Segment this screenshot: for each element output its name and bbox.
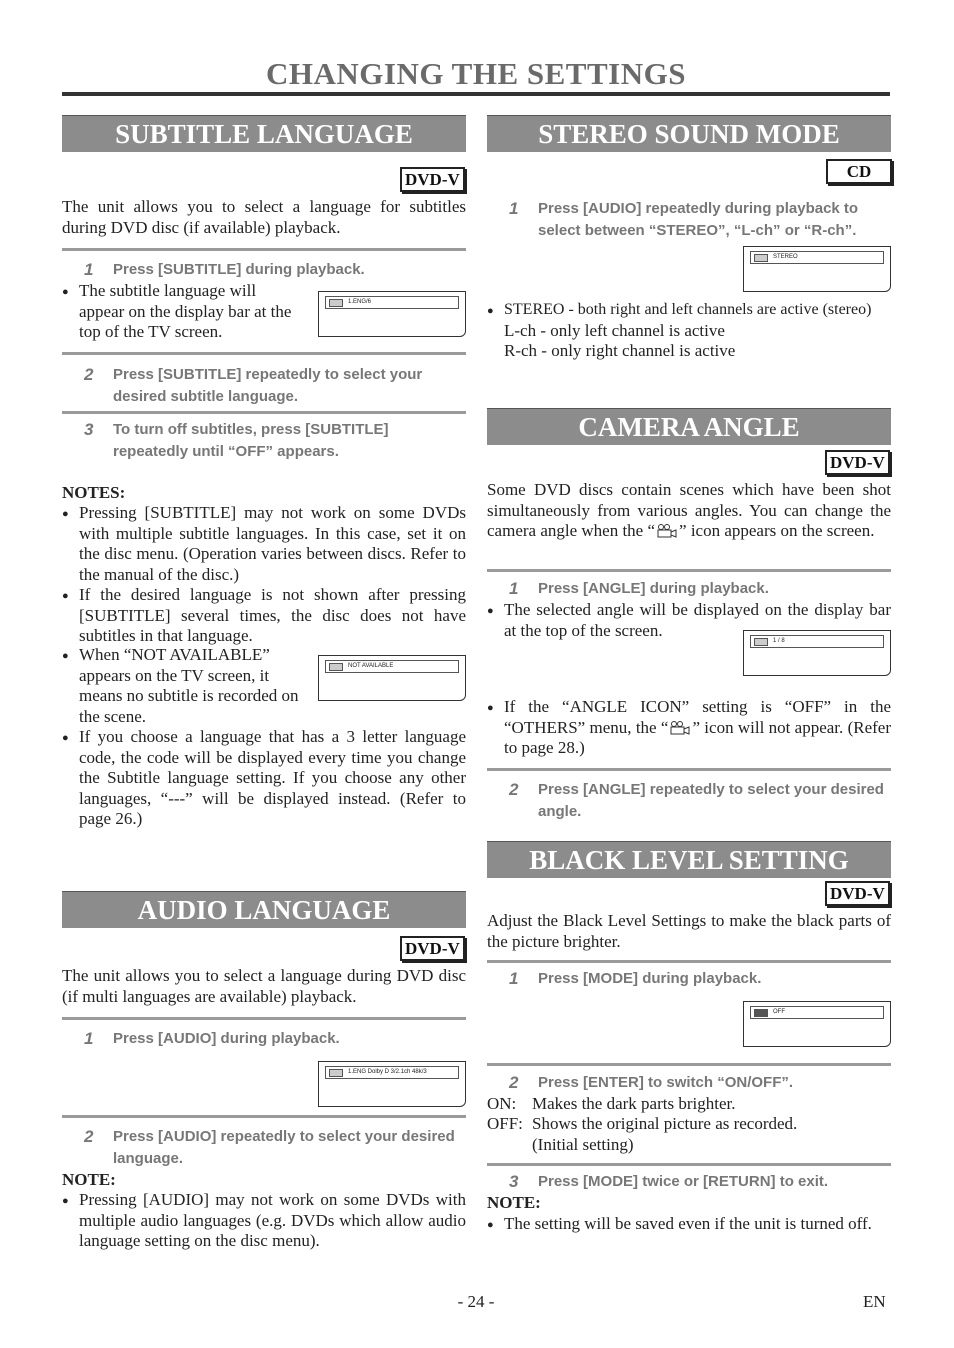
step-number: 1 (509, 579, 519, 598)
audio-icon (329, 1069, 343, 1077)
subtitle-note-3 (62, 645, 302, 727)
osd-display-subtitle (318, 291, 466, 337)
step-text: Press [SUBTITLE] during playback. (113, 261, 365, 278)
step-number: 2 (509, 1073, 519, 1092)
note-heading: NOTE: (487, 1193, 541, 1212)
bullet-dot: ● (62, 286, 69, 298)
osd-bar (750, 251, 884, 264)
stereo-bullet (487, 300, 897, 321)
cd-badge: CD (826, 159, 892, 184)
subtitle-note-1 (62, 503, 466, 585)
audio-icon (754, 254, 768, 262)
stereo-rch-line: R-ch - only right channel is active (504, 341, 736, 360)
camera-angle-icon (668, 720, 692, 734)
language-code: EN (863, 1292, 886, 1311)
audio-note-1 (62, 1190, 466, 1252)
note-text: When “NOT AVAILABLE” appears on the TV screen, it means no subtitle is recorded on the scene. (79, 645, 299, 726)
divider (62, 411, 466, 414)
black-note-1 (487, 1214, 891, 1235)
osd-text: OFF (773, 1009, 785, 1015)
note-text: Pressing [SUBTITLE] may not work on some DVDs with multiple subtitle languages. In this case, set it on the disc menu. (Operation varies between discs. Refer to the manual of the disc.) (79, 503, 466, 584)
bullet-dot: ● (62, 1195, 69, 1207)
step-text: Press [ENTER] to switch “ON/OFF”. (538, 1074, 794, 1091)
dvd-v-badge: DVD-V (825, 881, 890, 906)
notes-heading: NOTES: (62, 483, 126, 502)
subtitle-note-4 (62, 727, 466, 830)
divider (487, 1063, 891, 1066)
dvd-v-badge: DVD-V (400, 167, 465, 192)
step-number: 3 (84, 420, 94, 439)
bullet-dot: ● (62, 650, 69, 662)
page-title: CHANGING THE SETTINGS (266, 56, 686, 91)
step-number: 1 (84, 260, 94, 279)
step-text: Press [MODE] during playback. (538, 970, 762, 987)
divider (487, 960, 891, 963)
step-number: 3 (509, 1172, 519, 1191)
divider (487, 569, 891, 572)
black-intro: Adjust the Black Level Settings to make the black parts of the picture brighter. (487, 911, 891, 951)
intro-text: ” icon appears on the screen. (679, 521, 875, 540)
divider (62, 1115, 466, 1118)
subtitle-step1-bullet (62, 281, 292, 343)
step-text: Press [AUDIO] during playback. (113, 1030, 340, 1047)
step-text: Press [MODE] twice or [RETURN] to exit. (538, 1173, 829, 1190)
bullet-text: ” icon will not appear. (Refer to page 28.) (504, 717, 891, 757)
osd-display-stereo (743, 246, 891, 292)
note-text: If the desired language is not shown after pressing [SUBTITLE] several times, the disc does not have subtitles in that language. (79, 585, 466, 645)
audio-intro: The unit allows you to select a language during DVD disc (if multi languages are available) playback. (62, 966, 466, 1006)
stereo-lch-line: L-ch - only left channel is active (504, 321, 725, 340)
step-text: Press [ANGLE] repeatedly to select your desired angle. (538, 781, 884, 820)
step-text: Press [AUDIO] repeatedly to select your desired language. (113, 1128, 455, 1167)
subtitle-language-heading: SUBTITLE LANGUAGE (62, 115, 466, 152)
title-rule (62, 92, 890, 96)
osd-text: NOT AVAILABLE (348, 663, 394, 669)
bullet-dot: ● (62, 590, 69, 602)
osd-bar (325, 296, 459, 309)
subtitle-icon (329, 299, 343, 307)
off-text-initial: (Initial setting) (532, 1135, 634, 1154)
bullet-dot: ● (487, 605, 494, 617)
audio-language-heading: AUDIO LANGUAGE (62, 891, 466, 928)
camera-icon (754, 638, 768, 646)
note-text: Pressing [AUDIO] may not work on some DVDs with multiple audio languages (e.g. DVDs which allow audio language setting on the disc menu). (79, 1190, 466, 1250)
divider (62, 352, 466, 355)
subtitle-intro: The unit allows you to select a language for subtitles during DVD disc (if available) playback. (62, 197, 466, 237)
bullet-dot: ● (62, 732, 69, 744)
bullet-dot: ● (487, 1219, 494, 1231)
bullet-text: STEREO - both right and left channels are active (stereo) (504, 301, 872, 318)
bullet-text: The subtitle language will appear on the display bar at the top of the TV screen. (79, 281, 292, 341)
osd-text: 1.ENG/6 (348, 299, 372, 305)
divider (62, 248, 466, 251)
osd-text: 1 / 8 (773, 638, 785, 644)
step-number: 2 (509, 780, 519, 799)
step-number: 1 (509, 199, 519, 218)
step-text: Press [AUDIO] repeatedly during playback to select between “STEREO”, “L-ch” or “R-ch”. (538, 200, 859, 239)
osd-display-black-level (743, 1001, 891, 1047)
step-text: Press [ANGLE] during playback. (538, 580, 769, 597)
camera-bullet-2 (487, 697, 891, 759)
divider (487, 768, 891, 771)
step-text: Press [SUBTITLE] repeatedly to select your desired subtitle language. (113, 366, 423, 405)
step-number: 2 (84, 365, 94, 384)
osd-bar (750, 635, 884, 648)
camera-angle-icon (655, 523, 679, 537)
page-number: - 24 - (457, 1292, 495, 1311)
divider (62, 1017, 466, 1020)
black-level-icon (754, 1009, 768, 1017)
stereo-sound-mode-heading: STEREO SOUND MODE (487, 115, 891, 152)
on-text: Makes the dark parts brighter. (532, 1094, 736, 1113)
osd-text: STEREO (773, 254, 798, 260)
off-text: Shows the original picture as recorded. (532, 1114, 798, 1133)
intro-text: Some DVD discs contain scenes which have been shot simultaneously from various angles. You can change the camera angle when the “ (487, 480, 891, 540)
osd-display-audio (318, 1061, 466, 1107)
osd-display-angle (743, 630, 891, 676)
step-text: To turn off subtitles, press [SUBTITLE] repeatedly until “OFF” appears. (113, 421, 389, 460)
bullet-text: If the “ANGLE ICON” setting is “OFF” in the “OTHERS” menu, the “ (504, 697, 891, 737)
osd-bar (750, 1006, 884, 1019)
osd-bar (325, 660, 459, 673)
black-level-heading: BLACK LEVEL SETTING (487, 841, 891, 878)
subtitle-icon (329, 663, 343, 671)
osd-bar (325, 1066, 459, 1079)
divider (487, 1163, 891, 1166)
camera-intro (487, 480, 891, 542)
bullet-dot: ● (487, 702, 494, 714)
step-number: 1 (84, 1029, 94, 1048)
camera-angle-heading: CAMERA ANGLE (487, 408, 891, 445)
dvd-v-badge: DVD-V (825, 450, 890, 475)
subtitle-note-2 (62, 585, 466, 647)
bullet-text: The selected angle will be displayed on the display bar at the top of the screen. (504, 600, 891, 640)
on-label: ON: (487, 1094, 517, 1113)
step-number: 1 (509, 969, 519, 988)
note-heading: NOTE: (62, 1170, 116, 1189)
dvd-v-badge: DVD-V (400, 936, 465, 961)
note-text: The setting will be saved even if the unit is turned off. (504, 1214, 872, 1233)
off-label: OFF: (487, 1114, 523, 1133)
step-number: 2 (84, 1127, 94, 1146)
bullet-dot: ● (62, 508, 69, 520)
osd-display-not-available (318, 655, 466, 701)
note-text: If you choose a language that has a 3 letter language code, the code will be displayed every time you change the Subtitle language setting. If you choose any other languages, “---” will be displayed instead. (Refer to page 26.) (79, 727, 466, 828)
bullet-dot: ● (487, 305, 494, 317)
osd-text: 1.ENG Dolby D 3/2.1ch 48k/3 (348, 1069, 427, 1075)
